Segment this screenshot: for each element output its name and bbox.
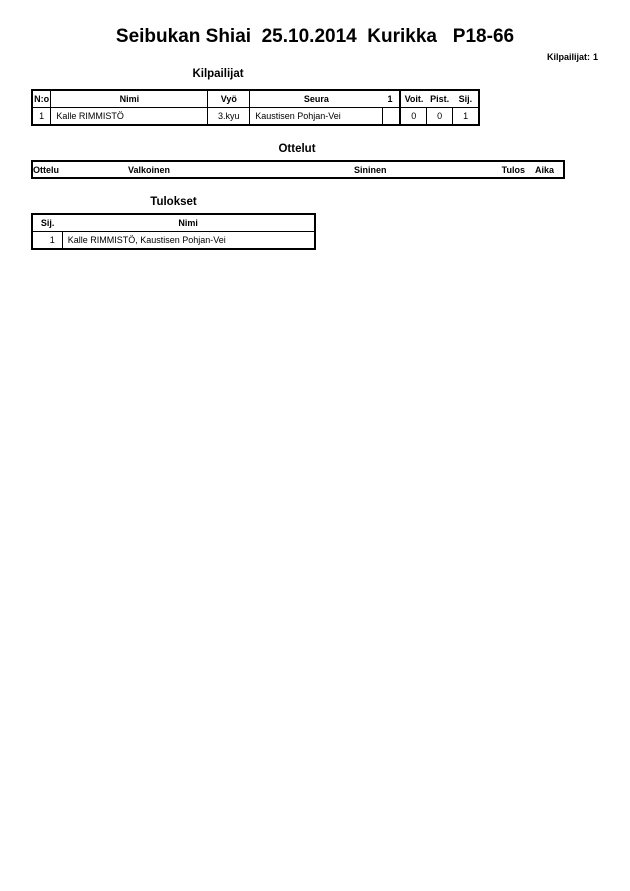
competitors-count-label: Kilpailijat: [546, 52, 590, 62]
table-row [32, 232, 315, 250]
competitors-count [547, 52, 598, 62]
col-header-round: 1 [383, 90, 401, 108]
table-row [32, 108, 479, 126]
col-header-no: N:o [32, 90, 51, 108]
cell-points: 0 [427, 108, 453, 126]
cell-place: 1 [453, 108, 479, 126]
col-header-place: Sij. [453, 90, 479, 108]
page-title: Seibukan Shiai 25.10.2014 Kurikka P18-66 [115, 26, 515, 47]
col-header-belt: Vyö [208, 90, 250, 108]
competitors-table-header [32, 90, 479, 108]
cell-belt: 3.kyu [208, 108, 250, 126]
col-header-result-place: Sij. [32, 214, 62, 232]
matches-table-header [32, 161, 564, 178]
col-header-result-name: Nimi [62, 214, 315, 232]
cell-club: Kaustisen Pohjan-Vei [250, 108, 383, 126]
col-header-white: Valkoinen [128, 164, 171, 175]
col-header-result: Tulos [501, 164, 525, 175]
matches-table [31, 160, 565, 179]
col-header-name: Nimi [51, 90, 208, 108]
cell-result-name: Kalle RIMMISTÖ, Kaustisen Pohjan-Vei [62, 232, 315, 250]
col-header-blue: Sininen [354, 164, 387, 175]
cell-name: Kalle RIMMISTÖ [51, 108, 208, 126]
competitors-section-title: Kilpailijat [192, 68, 244, 80]
competitors-count-value: 1 [592, 52, 598, 62]
cell-wins: 0 [400, 108, 426, 126]
col-header-time: Aika [535, 164, 555, 175]
cell-result-place: 1 [49, 235, 55, 245]
results-table [31, 213, 316, 250]
col-header-points: Pist. [427, 90, 453, 108]
results-section-title: Tulokset [150, 196, 197, 208]
col-header-match: Ottelu [33, 164, 59, 175]
matches-section-title: Ottelut [278, 143, 316, 155]
col-header-club: Seura [250, 90, 383, 108]
cell-round [383, 108, 401, 126]
results-table-header [32, 214, 315, 232]
competitors-table [31, 89, 480, 126]
cell-no: 1 [39, 111, 45, 121]
col-header-wins: Voit. [400, 90, 426, 108]
